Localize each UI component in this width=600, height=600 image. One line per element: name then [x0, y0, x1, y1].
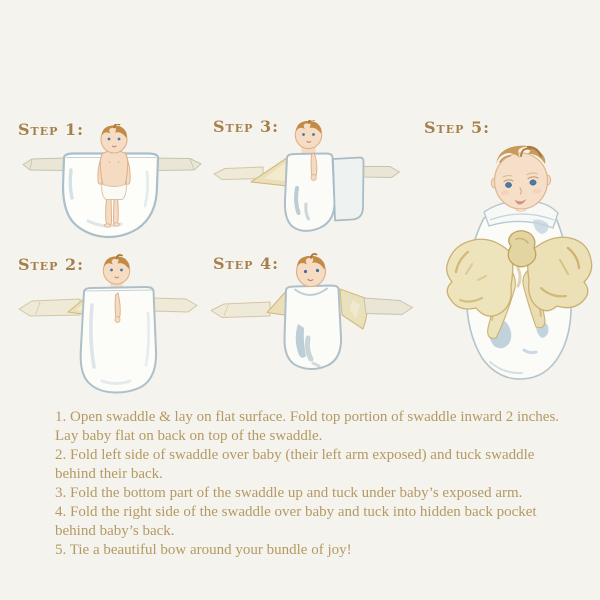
step-5-baby-art — [438, 136, 596, 386]
baby-head — [297, 254, 326, 287]
swaddle-column — [284, 286, 341, 370]
step-5-illustration — [438, 136, 596, 386]
step-1-label: Step 1: — [18, 120, 85, 139]
step-4-label: Step 4: — [213, 254, 280, 273]
step-2-label: Step 2: — [18, 255, 85, 274]
step-2-illustration — [10, 253, 208, 398]
instruction-item-5: 5. Tie a beautiful bow around your bundle of joy! — [55, 542, 352, 558]
step-2-baby-art — [10, 253, 208, 398]
instruction-item-1: 1. Open swaddle & lay on flat surface. Fold top portion of swaddle inward 2 inches. Lay baby flat on back on top of the swaddle. — [55, 409, 560, 444]
step-3-illustration — [205, 120, 420, 246]
right-wing — [152, 298, 197, 312]
instruction-item-4: 4. Fold the right side of the swaddle over baby and tuck into hidden back pocket behind baby’s back. — [55, 504, 537, 539]
step-3-label: Step 3: — [213, 117, 280, 136]
baby-head — [295, 120, 321, 149]
instruction-item-2: 2. Fold left side of swaddle over baby (their left arm exposed) and tuck swaddle behind their back. — [55, 447, 535, 482]
instruction-item-3: 3. Fold the bottom part of the swaddle up and tuck under baby’s exposed arm. — [55, 485, 523, 501]
step-1-illustration — [18, 124, 206, 246]
left-wing — [211, 302, 270, 318]
left-wing — [214, 167, 263, 180]
left-wing — [19, 299, 80, 316]
step-5-label: Step 5: — [424, 118, 491, 137]
step-1-baby-art — [18, 124, 206, 246]
baby-head — [491, 146, 550, 212]
instructions-list — [55, 408, 569, 560]
step-4-illustration — [194, 248, 426, 390]
right-wing — [364, 167, 400, 178]
step-4-baby-art — [194, 248, 426, 390]
baby-head — [103, 255, 129, 284]
swaddle-back-panel — [333, 158, 364, 221]
step-3-baby-art — [205, 120, 420, 246]
right-wing — [364, 298, 413, 315]
